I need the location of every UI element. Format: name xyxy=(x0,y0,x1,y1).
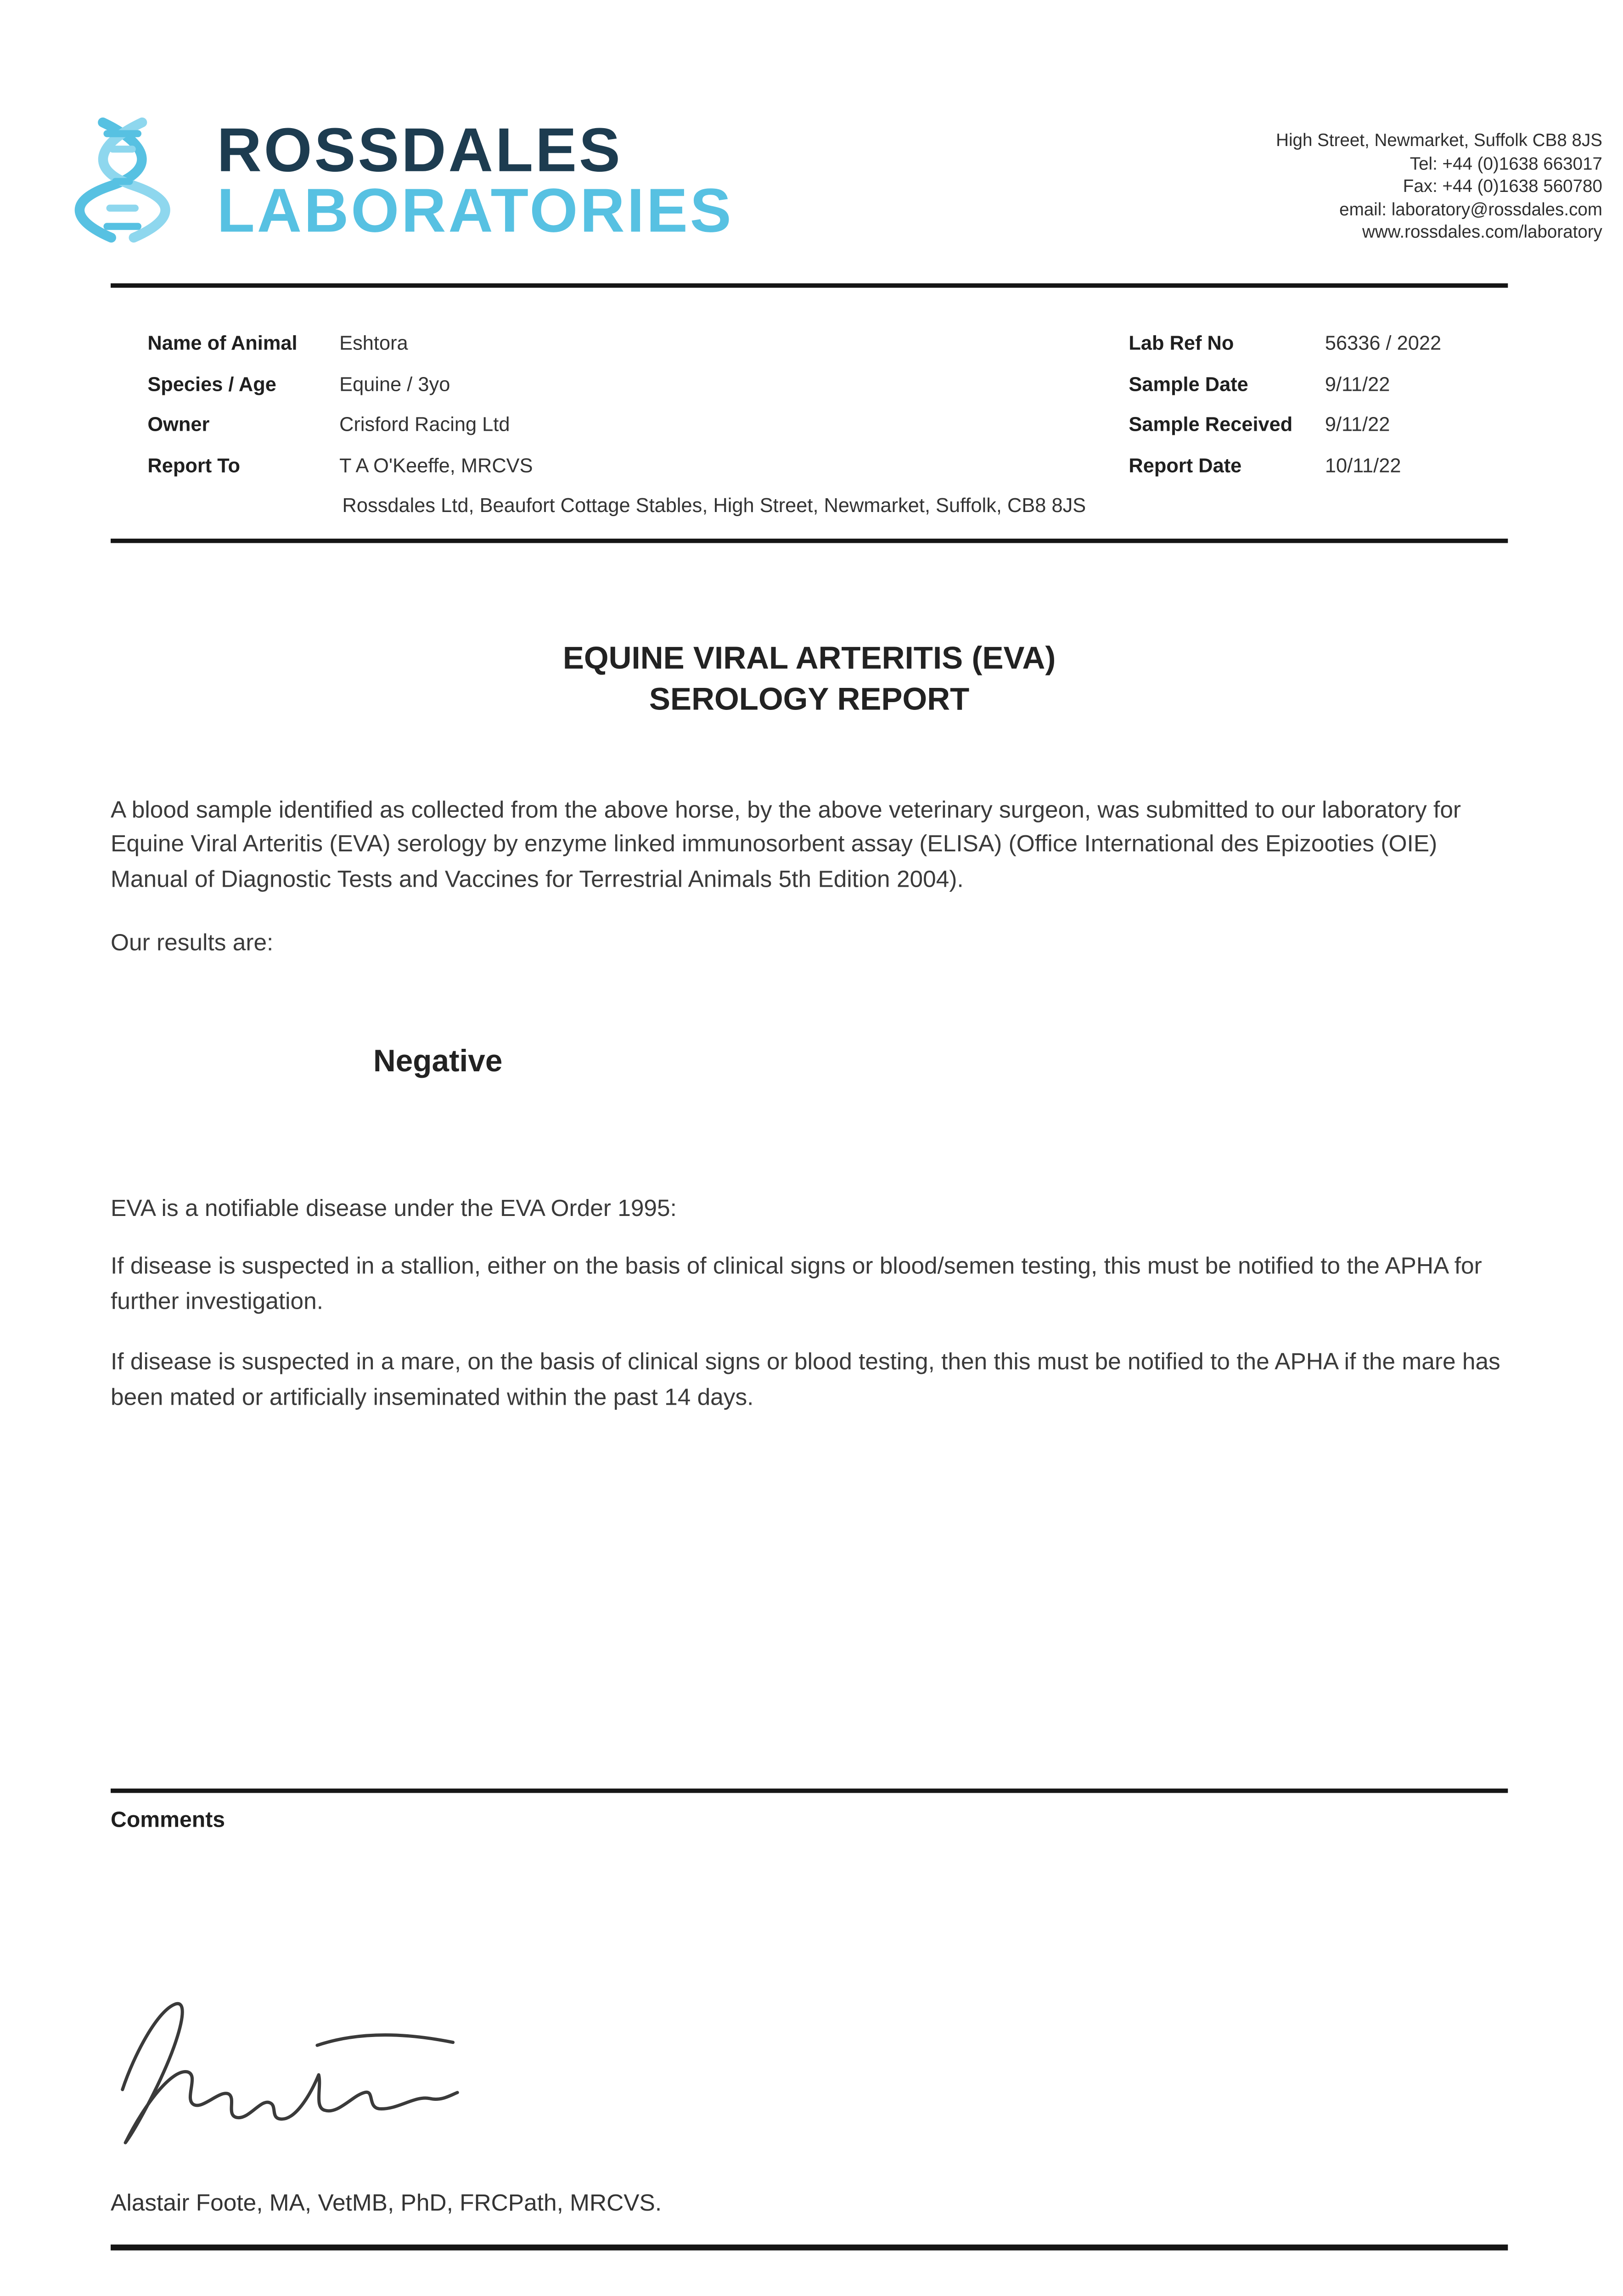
result-value: Negative xyxy=(373,1044,503,1078)
detail-row xyxy=(1129,445,1508,485)
comments-heading: Comments xyxy=(111,1807,225,1833)
report-intro-paragraph: A blood sample identified as collected from the above horse, by the above veterinary surgeon, was submitted to our laboratory for Equine Viral Arteritis (EVA) serology by enzyme linked immunosorbent assay (ELISA) (Office International des Epizooties (OIE) Manual of Diagnostic Tests and Vaccines for Terrestrial Animals 5th Edition 2004). xyxy=(111,797,1461,892)
rossdales-logo xyxy=(63,115,733,245)
brand-name xyxy=(217,115,734,245)
details-divider xyxy=(111,538,1508,542)
footer-rule xyxy=(111,2245,1508,2251)
detail-label: Name of Animal xyxy=(147,332,298,355)
detail-value: 9/11/22 xyxy=(1325,372,1390,395)
detail-label: Report Date xyxy=(1129,454,1242,476)
results-intro-text: Our results are: xyxy=(111,931,274,957)
detail-value: Equine / 3yo xyxy=(339,372,450,395)
contact-fax: Fax: +44 (0)1638 560780 xyxy=(1403,175,1602,197)
detail-label: Owner xyxy=(147,413,210,436)
signature xyxy=(113,1989,460,2159)
detail-label: Sample Received xyxy=(1129,413,1293,436)
detail-row xyxy=(1129,405,1508,445)
detail-value: 56336 / 2022 xyxy=(1325,332,1442,355)
detail-row xyxy=(147,364,1129,404)
contact-address: High Street, Newmarket, Suffolk CB8 8JS xyxy=(1276,129,1602,151)
detail-label: Report To xyxy=(147,454,241,476)
detail-value: 9/11/22 xyxy=(1325,413,1390,436)
details-section xyxy=(111,288,1508,486)
report-title-line1: EQUINE VIRAL ARTERITIS (EVA) xyxy=(562,640,1056,675)
detail-value: 10/11/22 xyxy=(1325,454,1401,476)
detail-row xyxy=(147,323,1129,364)
contact-website: www.rossdales.com/laboratory xyxy=(1362,221,1602,242)
detail-label: Species / Age xyxy=(147,372,276,395)
report-to-address: Rossdales Ltd, Beaufort Cottage Stables, High Street, Newmarket, Suffolk, CB8 8JS xyxy=(342,494,1086,517)
detail-row xyxy=(1129,364,1508,404)
detail-value: T A O'Keeffe, MRCVS xyxy=(339,454,533,476)
brand-line-rossdales: ROSSDALES xyxy=(217,115,623,185)
detail-label: Sample Date xyxy=(1129,372,1248,395)
contact-email: email: laboratory@rossdales.com xyxy=(1339,198,1602,219)
detail-row xyxy=(147,405,1129,445)
detail-value: Eshtora xyxy=(339,332,408,355)
details-right-column xyxy=(1129,323,1508,485)
notifiable-disease-text: EVA is a notifiable disease under the EVA Order 1995: xyxy=(111,1196,677,1221)
report-title-line2: SEROLOGY REPORT xyxy=(649,681,970,717)
detail-value: Crisford Racing Ltd xyxy=(339,413,510,436)
contact-block xyxy=(1276,115,1602,244)
report-title xyxy=(111,637,1508,720)
comments-divider xyxy=(111,1789,1508,1793)
detail-row xyxy=(147,445,1129,485)
stallion-note: If disease is suspected in a stallion, either on the basis of clinical signs or blood/semen testing, this must be notified to the APHA for further investigation. xyxy=(111,1254,1482,1314)
mare-note: If disease is suspected in a mare, on the basis of clinical signs or blood testing, then this must be notified to the APHA if the mare has been mated or artificially inseminated within the past 14 days. xyxy=(111,1350,1500,1410)
brand-line-laboratories: LABORATORIES xyxy=(217,175,734,245)
page-content xyxy=(111,283,1508,2251)
details-left-column xyxy=(147,323,1129,485)
contact-tel: Tel: +44 (0)1638 663017 xyxy=(1410,152,1602,174)
header-divider xyxy=(111,283,1508,288)
dna-helix-icon xyxy=(63,115,181,245)
detail-row xyxy=(1129,323,1508,364)
detail-label: Lab Ref No xyxy=(1129,332,1234,355)
signatory-name: Alastair Foote, MA, VetMB, PhD, FRCPath, MRCVS. xyxy=(111,2191,662,2217)
letterhead xyxy=(0,0,1623,245)
